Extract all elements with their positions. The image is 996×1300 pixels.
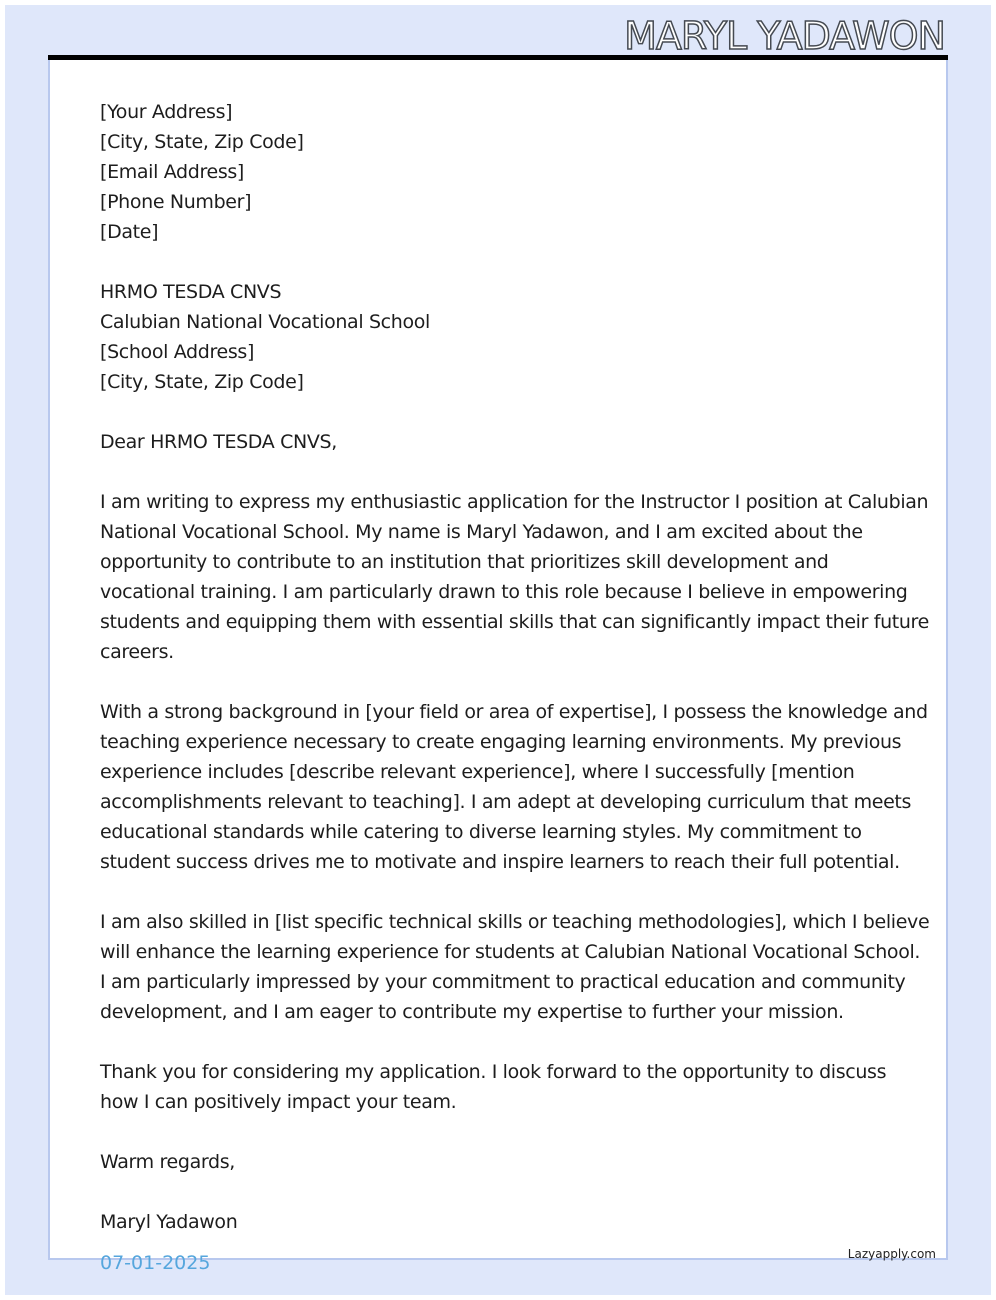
paragraph-line: National Vocational School. My name is Maryl Yadawon, and I am excited about the bbox=[100, 521, 863, 543]
salutation: Dear HRMO TESDA CNVS, bbox=[100, 431, 337, 453]
paragraph-4 bbox=[100, 1057, 900, 1117]
paragraph-line: I am writing to express my enthusiastic application for the Instructor I position at Calubian bbox=[100, 491, 929, 513]
brand-watermark: Lazyapply.com bbox=[847, 1247, 936, 1261]
closing: Warm regards, bbox=[100, 1151, 235, 1173]
sender-city-state-zip: [City, State, Zip Code] bbox=[100, 131, 304, 153]
paragraph-line: teaching experience necessary to create engaging learning environments. My previous bbox=[100, 731, 902, 753]
paragraph-line: how I can positively impact your team. bbox=[100, 1091, 457, 1113]
recipient-name: HRMO TESDA CNVS bbox=[100, 281, 282, 303]
paragraph-line: development, and I am eager to contribute my expertise to further your mission. bbox=[100, 1001, 844, 1023]
sender-address: [Your Address] bbox=[100, 101, 233, 123]
applicant-name-header: MARYL YADAWON bbox=[624, 14, 945, 58]
paragraph-line: vocational training. I am particularly drawn to this role because I believe in empowering bbox=[100, 581, 908, 603]
paragraph-line: I am particularly impressed by your commitment to practical education and community bbox=[100, 971, 906, 993]
sender-email: [Email Address] bbox=[100, 161, 244, 183]
recipient-city-state-zip: [City, State, Zip Code] bbox=[100, 371, 304, 393]
paragraph-line: students and equipping them with essential skills that can significantly impact their future bbox=[100, 611, 929, 633]
paragraph-line: experience includes [describe relevant experience], where I successfully [mention bbox=[100, 761, 855, 783]
paragraph-line: accomplishments relevant to teaching]. I am adept at developing curriculum that meets bbox=[100, 791, 912, 813]
signature: Maryl Yadawon bbox=[100, 1211, 238, 1233]
recipient-organization: Calubian National Vocational School bbox=[100, 311, 430, 333]
paragraph-line: Thank you for considering my application. I look forward to the opportunity to discuss bbox=[100, 1061, 887, 1083]
paragraph-line: With a strong background in [your field or area of expertise], I possess the knowledge and bbox=[100, 701, 928, 723]
paragraph-1 bbox=[100, 487, 929, 667]
footer-date: 07-01-2025 bbox=[100, 1252, 211, 1274]
paragraph-line: student success drives me to motivate and inspire learners to reach their full potential. bbox=[100, 851, 900, 873]
paragraph-line: opportunity to contribute to an institution that prioritizes skill development and bbox=[100, 551, 829, 573]
sender-phone: [Phone Number] bbox=[100, 191, 252, 213]
paragraph-line: careers. bbox=[100, 641, 174, 663]
paragraph-line: I am also skilled in [list specific technical skills or teaching methodologies], which I believe bbox=[100, 911, 930, 933]
paragraph-2 bbox=[100, 697, 928, 877]
letter-body bbox=[100, 97, 930, 1237]
sender-date: [Date] bbox=[100, 221, 159, 243]
recipient-address: [School Address] bbox=[100, 341, 255, 363]
paragraph-line: will enhance the learning experience for students at Calubian National Vocational School. bbox=[100, 941, 921, 963]
paragraph-line: educational standards while catering to diverse learning styles. My commitment to bbox=[100, 821, 862, 843]
paragraph-3 bbox=[100, 907, 930, 1027]
